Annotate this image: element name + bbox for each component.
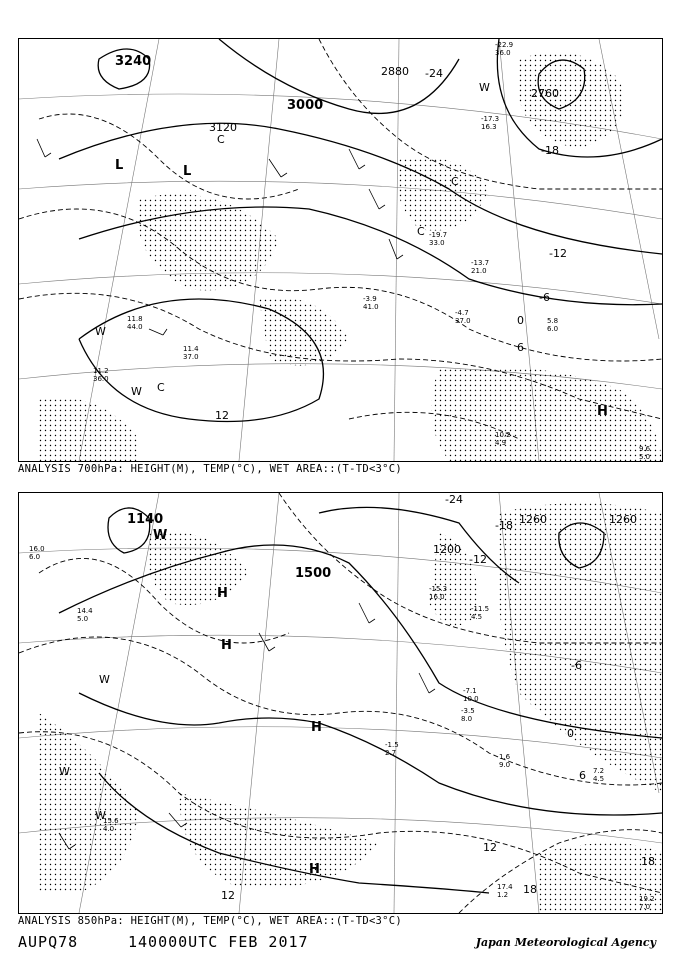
height-label: 1260 [609, 513, 637, 526]
station-temp: 19.2 [639, 895, 655, 903]
temp-label: 18 [641, 855, 655, 868]
station-temp: -15.3 [429, 585, 448, 593]
station-dewpoint-depression: 44.0 [127, 323, 143, 331]
station-temp: -19.7 [429, 231, 448, 239]
station-dewpoint-depression: 7.0 [639, 903, 651, 911]
station-dewpoint-depression: 5.0 [639, 453, 651, 461]
station-dewpoint-depression: 41.0 [363, 303, 379, 311]
temp-label: -18 [495, 519, 513, 532]
station-dewpoint-depression: 5.0 [77, 615, 89, 623]
station-temp: -11.5 [471, 605, 490, 613]
cold-center-marker: C [217, 133, 225, 146]
station-dewpoint-depression: 16.0 [429, 593, 445, 601]
height-label: 1200 [433, 543, 461, 556]
station-temp: -7.1 [463, 687, 477, 695]
station-dewpoint-depression: 37.0 [455, 317, 471, 325]
station-temp: 14.4 [77, 607, 93, 615]
height-label: 3240 [115, 54, 152, 69]
temp-label: -6 [571, 659, 582, 672]
warm-center-marker: W [59, 765, 70, 778]
high-center-marker: H [597, 404, 608, 419]
warm-center-marker: W [95, 809, 106, 822]
station-dewpoint-depression: 4.0 [103, 825, 115, 833]
height-label: 2760 [531, 87, 559, 100]
station-temp: 5.8 [547, 317, 559, 325]
warm-center-marker: W [99, 673, 110, 686]
map-850hpa [18, 492, 663, 914]
station-temp: -3.5 [461, 707, 475, 715]
temp-label: -12 [469, 553, 487, 566]
height-label: 1140 [127, 512, 164, 527]
high-center-marker: H [311, 720, 322, 735]
temp-label: 18 [523, 883, 537, 896]
map-850hpa-canvas [19, 493, 662, 913]
warm-center-marker: W [95, 325, 106, 338]
temp-label: 6 [579, 769, 586, 782]
station-temp: 11.2 [93, 367, 109, 375]
high-center-marker: H [309, 862, 320, 877]
station-temp: -1.5 [385, 741, 399, 749]
map-700hpa-canvas [19, 39, 662, 461]
temp-label: 0 [517, 314, 524, 327]
station-dewpoint-depression: 33.0 [429, 239, 445, 247]
station-temp: 9.6 [639, 445, 651, 453]
temp-label: -6 [539, 291, 550, 304]
station-temp: -13.7 [471, 259, 490, 267]
panel-caption-850hpa: ANALYSIS 850hPa: HEIGHT(M), TEMP(°C), WET AREA::(T-TD<3°C) [18, 915, 403, 927]
station-temp: 11.4 [183, 345, 199, 353]
station-temp: 15.6 [103, 817, 119, 825]
high-center-marker: H [217, 586, 228, 601]
chart-code: AUPQ78 [18, 933, 79, 951]
station-dewpoint-depression: 8.0 [461, 715, 473, 723]
height-label: 3000 [287, 98, 324, 113]
warm-center-marker: W [131, 385, 142, 398]
cold-center-marker: C [157, 381, 165, 394]
station-dewpoint-depression: 36.0 [93, 375, 109, 383]
cold-center-marker: C [451, 175, 459, 188]
height-label: 3120 [209, 121, 237, 134]
station-temp: 7.2 [593, 767, 605, 775]
station-temp: 11.8 [127, 315, 143, 323]
temp-label: 6 [517, 341, 524, 354]
warm-center-marker: W [153, 528, 168, 543]
station-temp: 10.2 [495, 431, 511, 439]
map-700hpa [18, 38, 663, 462]
station-dewpoint-depression: 36.0 [495, 49, 511, 57]
station-temp: 16.0 [29, 545, 45, 553]
station-temp: 17.4 [497, 883, 513, 891]
station-temp: -4.7 [455, 309, 469, 317]
warm-center-marker: W [479, 81, 490, 94]
station-temp: -17.3 [481, 115, 500, 123]
station-dewpoint-depression: 10.0 [463, 695, 479, 703]
temp-label: 12 [221, 889, 235, 902]
station-temp: 1.6 [499, 753, 511, 761]
temp-label: -24 [445, 493, 463, 506]
agency-credit: Japan Meteorological Agency [475, 936, 656, 949]
temp-label: 12 [215, 409, 229, 422]
station-temp: -22.9 [495, 41, 514, 49]
station-dewpoint-depression: 6.0 [29, 553, 41, 561]
station-dewpoint-depression: 9.0 [499, 761, 511, 769]
temp-label: -18 [541, 144, 559, 157]
height-label: 1260 [519, 513, 547, 526]
height-label: 1500 [295, 566, 332, 581]
station-dewpoint-depression: 21.0 [471, 267, 487, 275]
station-dewpoint-depression: 1.2 [497, 891, 509, 899]
station-dewpoint-depression: 2.7 [385, 749, 397, 757]
station-dewpoint-depression: 4.5 [471, 613, 483, 621]
station-dewpoint-depression: 4.9 [495, 439, 507, 447]
temp-label: 0 [567, 727, 574, 740]
station-dewpoint-depression: 16.3 [481, 123, 497, 131]
low-center-marker: L [183, 164, 192, 179]
temp-label: -24 [425, 67, 443, 80]
station-dewpoint-depression: 37.0 [183, 353, 199, 361]
panel-caption-700hpa: ANALYSIS 700hPa: HEIGHT(M), TEMP(°C), WET AREA::(T-TD<3°C) [18, 463, 403, 475]
temp-label: -12 [549, 247, 567, 260]
high-center-marker: H [221, 638, 232, 653]
station-dewpoint-depression: 4.5 [593, 775, 605, 783]
valid-time: 140000UTC FEB 2017 [128, 933, 309, 951]
station-dewpoint-depression: 6.0 [547, 325, 559, 333]
cold-center-marker: C [417, 225, 425, 238]
station-temp: -3.9 [363, 295, 377, 303]
low-center-marker: L [115, 158, 124, 173]
wet-areas [39, 52, 662, 461]
height-label: 2880 [381, 65, 409, 78]
temp-label: 12 [483, 841, 497, 854]
